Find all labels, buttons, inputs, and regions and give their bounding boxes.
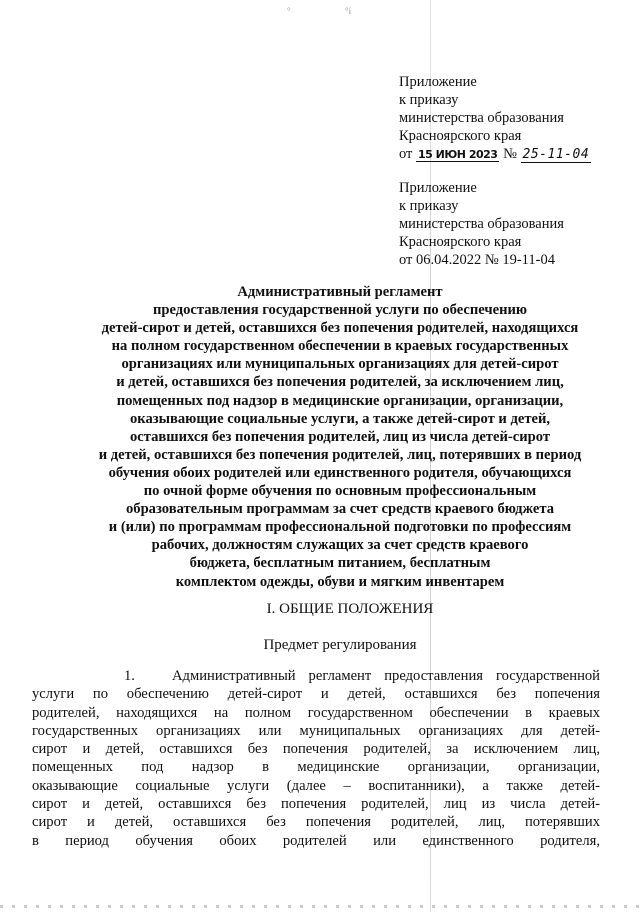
- appendix-line: Красноярского края: [399, 128, 522, 144]
- title-line: оказывающие социальные услуги, а также детей-сирот и детей,: [129, 410, 551, 427]
- appendix-line: Приложение: [399, 180, 477, 196]
- title-line: комплектом одежды, обуви и мягким инвентарем: [175, 573, 505, 590]
- appendix-line: от 06.04.2022 № 19-11-04: [399, 252, 555, 268]
- paragraph-line: оказывающие социальные услуги (далее – воспитанники), а также детей-: [32, 777, 600, 794]
- subsection-heading: Предмет регулирования: [263, 637, 417, 653]
- title-line: и детей, оставшихся без попечения родителей, лиц, потерявших в период: [98, 446, 582, 463]
- paragraph-line: сирот и детей, оставшихся без попечения родителей, за исключением лиц,: [32, 741, 600, 758]
- paragraph-line: государственных организациях или муниципальных организациях для детей-: [32, 722, 600, 739]
- title-line: по очной форме обучения по основным профессиональным: [143, 483, 537, 500]
- appendix-line: к приказу: [399, 92, 459, 108]
- title-line: обучения обоих родителей или единственного родителя, обучающихся: [108, 464, 572, 481]
- appendix-line: министерства образования: [399, 216, 564, 232]
- paragraph-text: Административный регламент предоставления государственной: [172, 668, 600, 684]
- title-line: бюджета, бесплатным питанием, бесплатным: [189, 555, 491, 572]
- paragraph-line: родителей, находящихся на полном государственном обеспечении в краевых: [32, 704, 600, 721]
- paragraph-line: в период обучения обоих родителей или единственного родителя,: [32, 832, 600, 849]
- paragraph-line: помещенных под надзор в медицинские организации, организации,: [32, 759, 600, 776]
- title-line: организациях или муниципальных организациях для детей-сирот: [121, 356, 559, 373]
- appendix-line: Красноярского края: [399, 234, 522, 250]
- title-line: детей-сирот и детей, оставшихся без попечения родителей, находящихся: [101, 320, 579, 337]
- scan-mark: °í: [345, 6, 352, 16]
- title-line: Административный регламент: [237, 284, 443, 300]
- date-stamp: 15 ИЮН 2023: [418, 148, 498, 161]
- paragraph-first-line: [86, 667, 600, 685]
- appendix-previous: [399, 179, 619, 269]
- section-heading: I. ОБЩИЕ ПОЛОЖЕНИЯ: [266, 601, 434, 617]
- handwritten-number: 25-11-04: [522, 147, 590, 162]
- title-line: помещенных под надзор в медицинские организации, организации,: [116, 392, 564, 409]
- appendix-line: к приказу: [399, 198, 459, 214]
- document-title: [40, 283, 640, 591]
- number-prefix: №: [503, 146, 517, 162]
- appendix-current: [399, 73, 619, 164]
- title-line: на полном государственном обеспечении в краевых государственных: [111, 338, 569, 355]
- title-line: рабочих, должностям служащих за счет средств краевого: [151, 537, 529, 554]
- title-line: предоставления государственной услуги по обеспечению: [152, 302, 528, 319]
- appendix-date-line: [399, 145, 619, 164]
- paragraph-line: сирот и детей, оставшихся без попечения родителей, лиц, потерявших: [32, 814, 600, 831]
- paragraph-number: 1.: [124, 668, 135, 684]
- title-line: оставшихся без попечения родителей, лиц из числа детей-сирот: [130, 428, 550, 445]
- date-prefix: от: [399, 146, 413, 162]
- paragraph-line: сирот и детей, оставшихся без попечения родителей, лиц из числа детей-: [32, 796, 600, 813]
- paragraph-line: услуги по обеспечению детей-сирот и детей, оставшихся без попечения: [32, 686, 600, 703]
- title-line: и (или) по программам профессиональной подготовки по профессиям: [108, 519, 572, 536]
- scan-mark: °: [287, 6, 291, 16]
- scan-edge-artifact: [0, 905, 640, 908]
- appendix-line: Приложение: [399, 74, 477, 90]
- appendix-line: министерства образования: [399, 110, 564, 126]
- title-line: и детей, оставшихся без попечения родителей, за исключением лиц,: [116, 374, 564, 391]
- title-line: образовательным программам за счет средств краевого бюджета: [125, 501, 555, 518]
- paragraph-1: [32, 667, 600, 850]
